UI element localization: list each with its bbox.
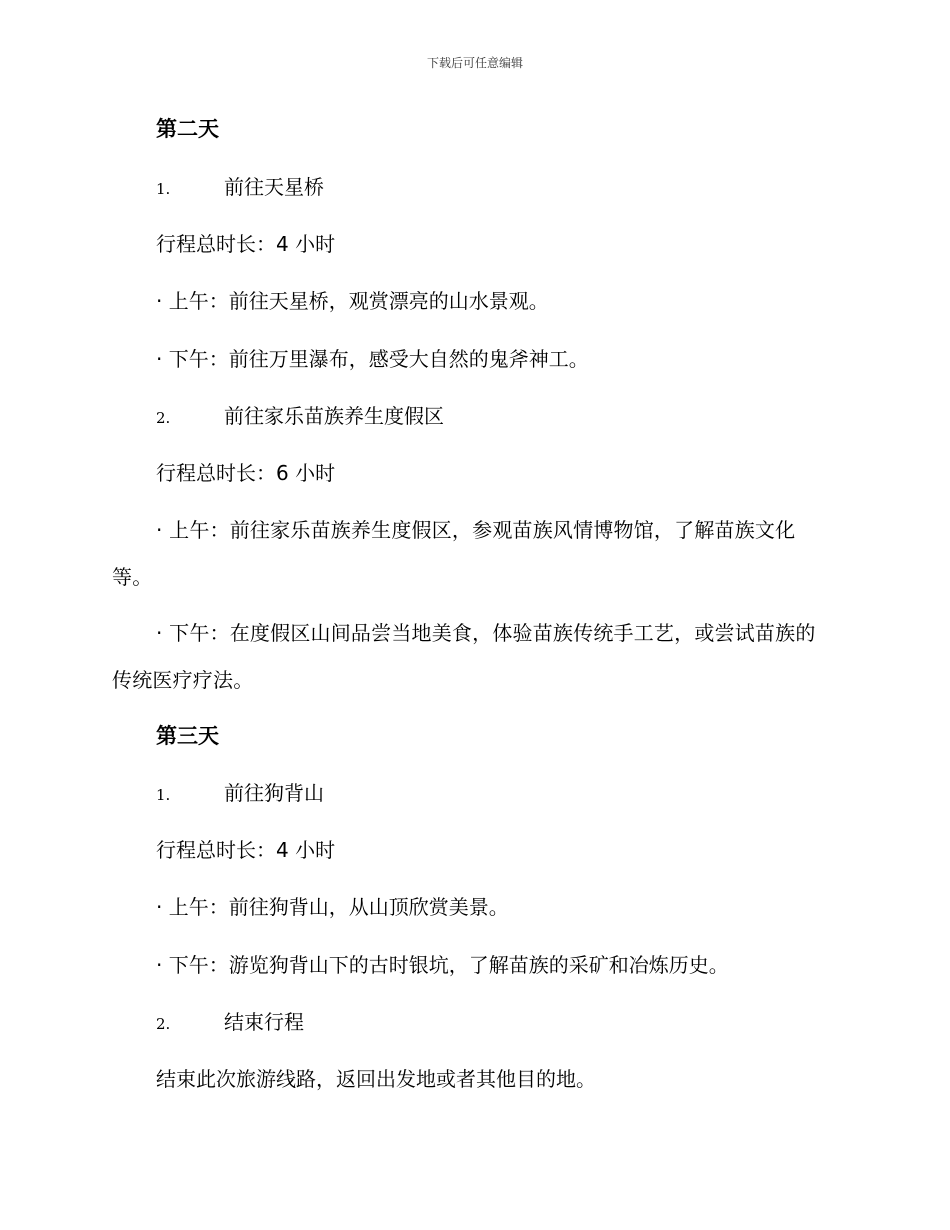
day2-item1-afternoon: · 下午：前往万里瀑布，感受大自然的鬼斧神工。 (156, 347, 589, 371)
day3-item1 (156, 781, 324, 807)
day2-item2-morning: · 上午：前往家乐苗族养生度假区，参观苗族风情博物馆，了解苗族文化等。 (112, 518, 796, 589)
day2-item2-title: 前往家乐苗族养生度假区 (224, 404, 444, 428)
day2-item1-duration: 行程总时长：4 小时 (156, 232, 336, 256)
day2-item2 (156, 404, 444, 430)
day3-item1-title: 前往狗背山 (224, 781, 324, 805)
day3-item1-number: 1. (156, 786, 171, 804)
day2-item1-title: 前往天星桥 (224, 175, 324, 199)
day3-item2-title: 结束行程 (224, 1010, 304, 1034)
day3-heading: 第三天 (156, 724, 219, 748)
day3-item1-duration: 行程总时长：4 小时 (156, 838, 336, 862)
day3-item2-text: 结束此次旅游线路，返回出发地或者其他目的地。 (156, 1067, 596, 1091)
day2-item2-number: 2. (156, 409, 171, 427)
day2-item1-number: 1. (156, 180, 171, 198)
day3-item2 (156, 1010, 304, 1036)
day2-item1 (156, 175, 324, 201)
day2-item2-afternoon: · 下午：在度假区山间品尝当地美食，体验苗族传统手工艺，或尝试苗族的传统医疗疗法。 (112, 621, 816, 692)
day3-item2-number: 2. (156, 1015, 171, 1033)
day2-item1-morning: · 上午：前往天星桥，观赏漂亮的山水景观。 (156, 289, 549, 313)
day3-item1-morning: · 上午：前往狗背山，从山顶欣赏美景。 (156, 895, 509, 919)
day3-item1-afternoon: · 下午：游览狗背山下的古时银坑，了解苗族的采矿和冶炼历史。 (156, 953, 729, 977)
day2-item2-duration: 行程总时长：6 小时 (156, 461, 336, 485)
day2-heading: 第二天 (156, 117, 219, 141)
page-header: 下载后可任意编辑 (426, 56, 523, 70)
